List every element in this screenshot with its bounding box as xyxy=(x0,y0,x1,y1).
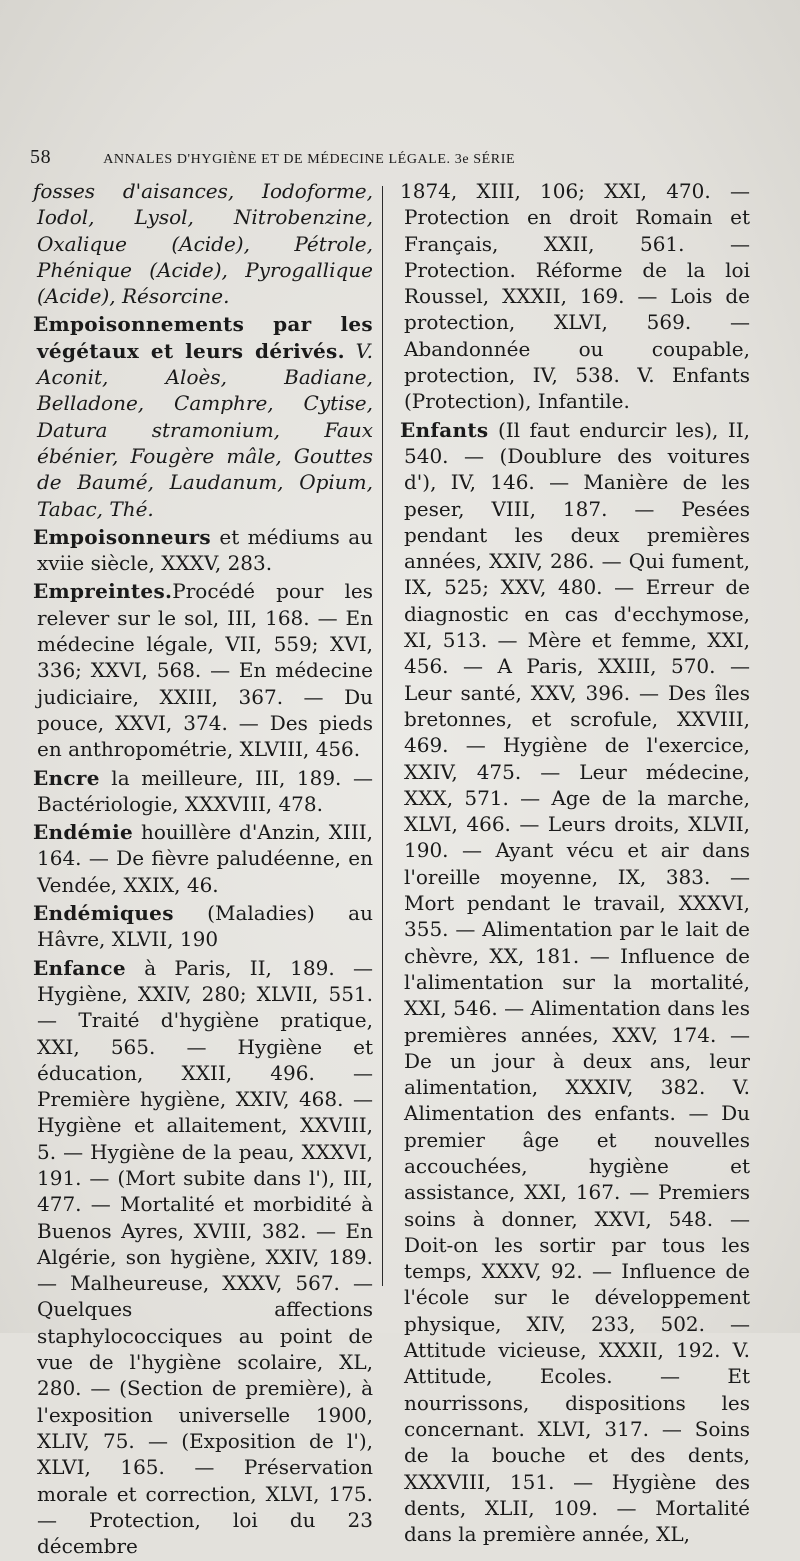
index-entry xyxy=(33,524,373,577)
entry-headword: Endémiques xyxy=(33,901,174,926)
series-label: 3e SÉRIE xyxy=(454,152,516,167)
entry-continuation: 1874, XIII, 106; XXI, 470. — Protection en droit Romain et Français, XXII, 561. — Protection. Réforme de la loi Roussel, XXXII, 169. — Lois de protection, XLVI, 569. — Abandonnée ou coupable, protection, IV, 538. V. Enfants (Protection), Infantile. xyxy=(400,179,750,414)
index-entry xyxy=(33,578,373,762)
running-header xyxy=(30,146,620,169)
index-entry xyxy=(33,900,373,953)
index-entry xyxy=(33,819,373,898)
right-column xyxy=(400,178,750,1549)
index-entry xyxy=(400,178,750,415)
entry-headword: Endémie xyxy=(33,820,134,845)
entry-text: et médiums au xviie siècle, XXXV, 283. xyxy=(37,524,373,576)
entry-headword: Enfance xyxy=(33,955,126,980)
entry-headword: Empoisonneurs xyxy=(33,524,211,549)
entry-headword: Enfants xyxy=(400,417,489,442)
entry-text: (Il faut endurcir les), II, 540. — (Doublure des voitures d'), IV, 146. — Manière de les peser, VIII, 187. — Pesées pendant les deux premières années, XXIV, 286. — Qui fument, IX, 525; XXV, 480. — Erreur de diagnostic en cas d'ecchymose, XI, 513. — Mère et femme, XXI, 456. — A Paris, XXIII, 570. — Leur santé, XXV, 396. — Des îles bretonnes, et scrofule, XXVIII, 469. — Hygiène de l'exercice, XXIV, 475. — Leur médecine, XXX, 571. — Age de la marche, XLVI, 466. — Leurs droits, XLVII, 190. — Ayant vécu et air dans l'oreille moyenne, IX, 383. — Mort pendant le travail, XXXVI, 355. — Alimentation par le lait de chèvre, XX, 181. — Influence de l'alimentation sur la mortalité, XXI, 546. — Alimentation dans les premières années, XXV, 174. — De un jour à deux ans, leur alimentation, XXXIV, 382. V. Alimentation des enfants. — Du premier âge et nouvelles accouchées, hygiène et assistance, XXI, 167. — Premiers soins à donner, XXVI, 548. — Doit-on les sortir par tous les temps, XXXV, 92. — Influence de l'école sur le développement physique, XIV, 233, 502. — Attitude vicieuse, XXXII, 192. V. Attitude, Ecoles. — Et nourrissons, dispositions les concernant. XLVI, 317. — Soins de la bouche et des dents, XXXVIII, 151. — Hygiène des dents, XLII, 109. — Mortalité dans la première année, XL, xyxy=(404,417,750,1547)
index-entry xyxy=(33,765,373,818)
index-entry xyxy=(33,955,373,1560)
running-title-text: ANNALES D'HYGIÈNE ET DE MÉDECINE LÉGALE. xyxy=(103,152,451,167)
entry-text: houillère d'Anzin, XIII, 164. — De fièvre paludéenne, en Vendée, XXIX, 46. xyxy=(37,820,373,897)
running-title xyxy=(103,152,515,168)
entry-headword: Empreintes. xyxy=(33,579,173,604)
entry-text: la meilleure, III, 189. — Bactériologie, XXXVIII, 478. xyxy=(37,765,373,816)
left-column xyxy=(33,178,373,1561)
index-entry xyxy=(400,417,750,1548)
entry-text: V. Aconit, Aloès, Badiane, Belladone, Camphre, Cytise, Datura stramonium, Faux ébénier, Fougère mâle, Gouttes de Baumé, Laudanum, Opium, Tabac, Thé. xyxy=(37,338,373,521)
index-entry xyxy=(33,178,373,309)
page-number: 58 xyxy=(30,146,52,168)
entry-text: (Maladies) au Hâvre, XLVII, 190 xyxy=(37,901,373,952)
entry-continuation: fosses d'aisances, Iodoforme, Iodol, Lysol, Nitrobenzine, Oxalique (Acide), Pétrole, Phénique (Acide), Pyrogallique (Acide), Résorcine. xyxy=(33,179,373,309)
entry-text: à Paris, II, 189. — Hygiène, XXIV, 280; XLVII, 551. — Traité d'hygiène pratique, XXI, 565. — Hygiène et éducation, XXII, 496. — Première hygiène, XXIV, 468. — Hygiène et allaitement, XXVIII, 5. — Hygiène de la peau, XXXVI, 191. — (Mort subite dans l'), III, 477. — Mortalité et morbidité à Buenos Ayres, XVIII, 382. — En Algérie, son hygiène, XXIV, 189. — Malheureuse, XXXV, 567. — Quelques affections staphylococciques au point de vue de l'hygiène scolaire, XL, 280. — (Section de première), à l'exposition universelle 1900, XLIV, 75. — (Exposition de l'), XLVI, 165. — Préservation morale et correction, XLVI, 175. — Protection, loi du 23 décembre xyxy=(37,955,373,1559)
entry-text: Procédé pour les relever sur le sol, III, 168. — En médecine légale, VII, 559; XVI, 336; XXVI, 568. — En médecine judiciaire, XXIII, 367. — Du pouce, XXVI, 374. — Des pieds en anthropométrie, XLVIII, 456. xyxy=(37,579,373,762)
entry-headword: Empoisonnements par les végétaux et leurs dérivés. xyxy=(33,312,373,363)
index-entry xyxy=(33,311,373,521)
entry-headword: Encre xyxy=(33,765,100,790)
column-divider xyxy=(382,186,383,1286)
